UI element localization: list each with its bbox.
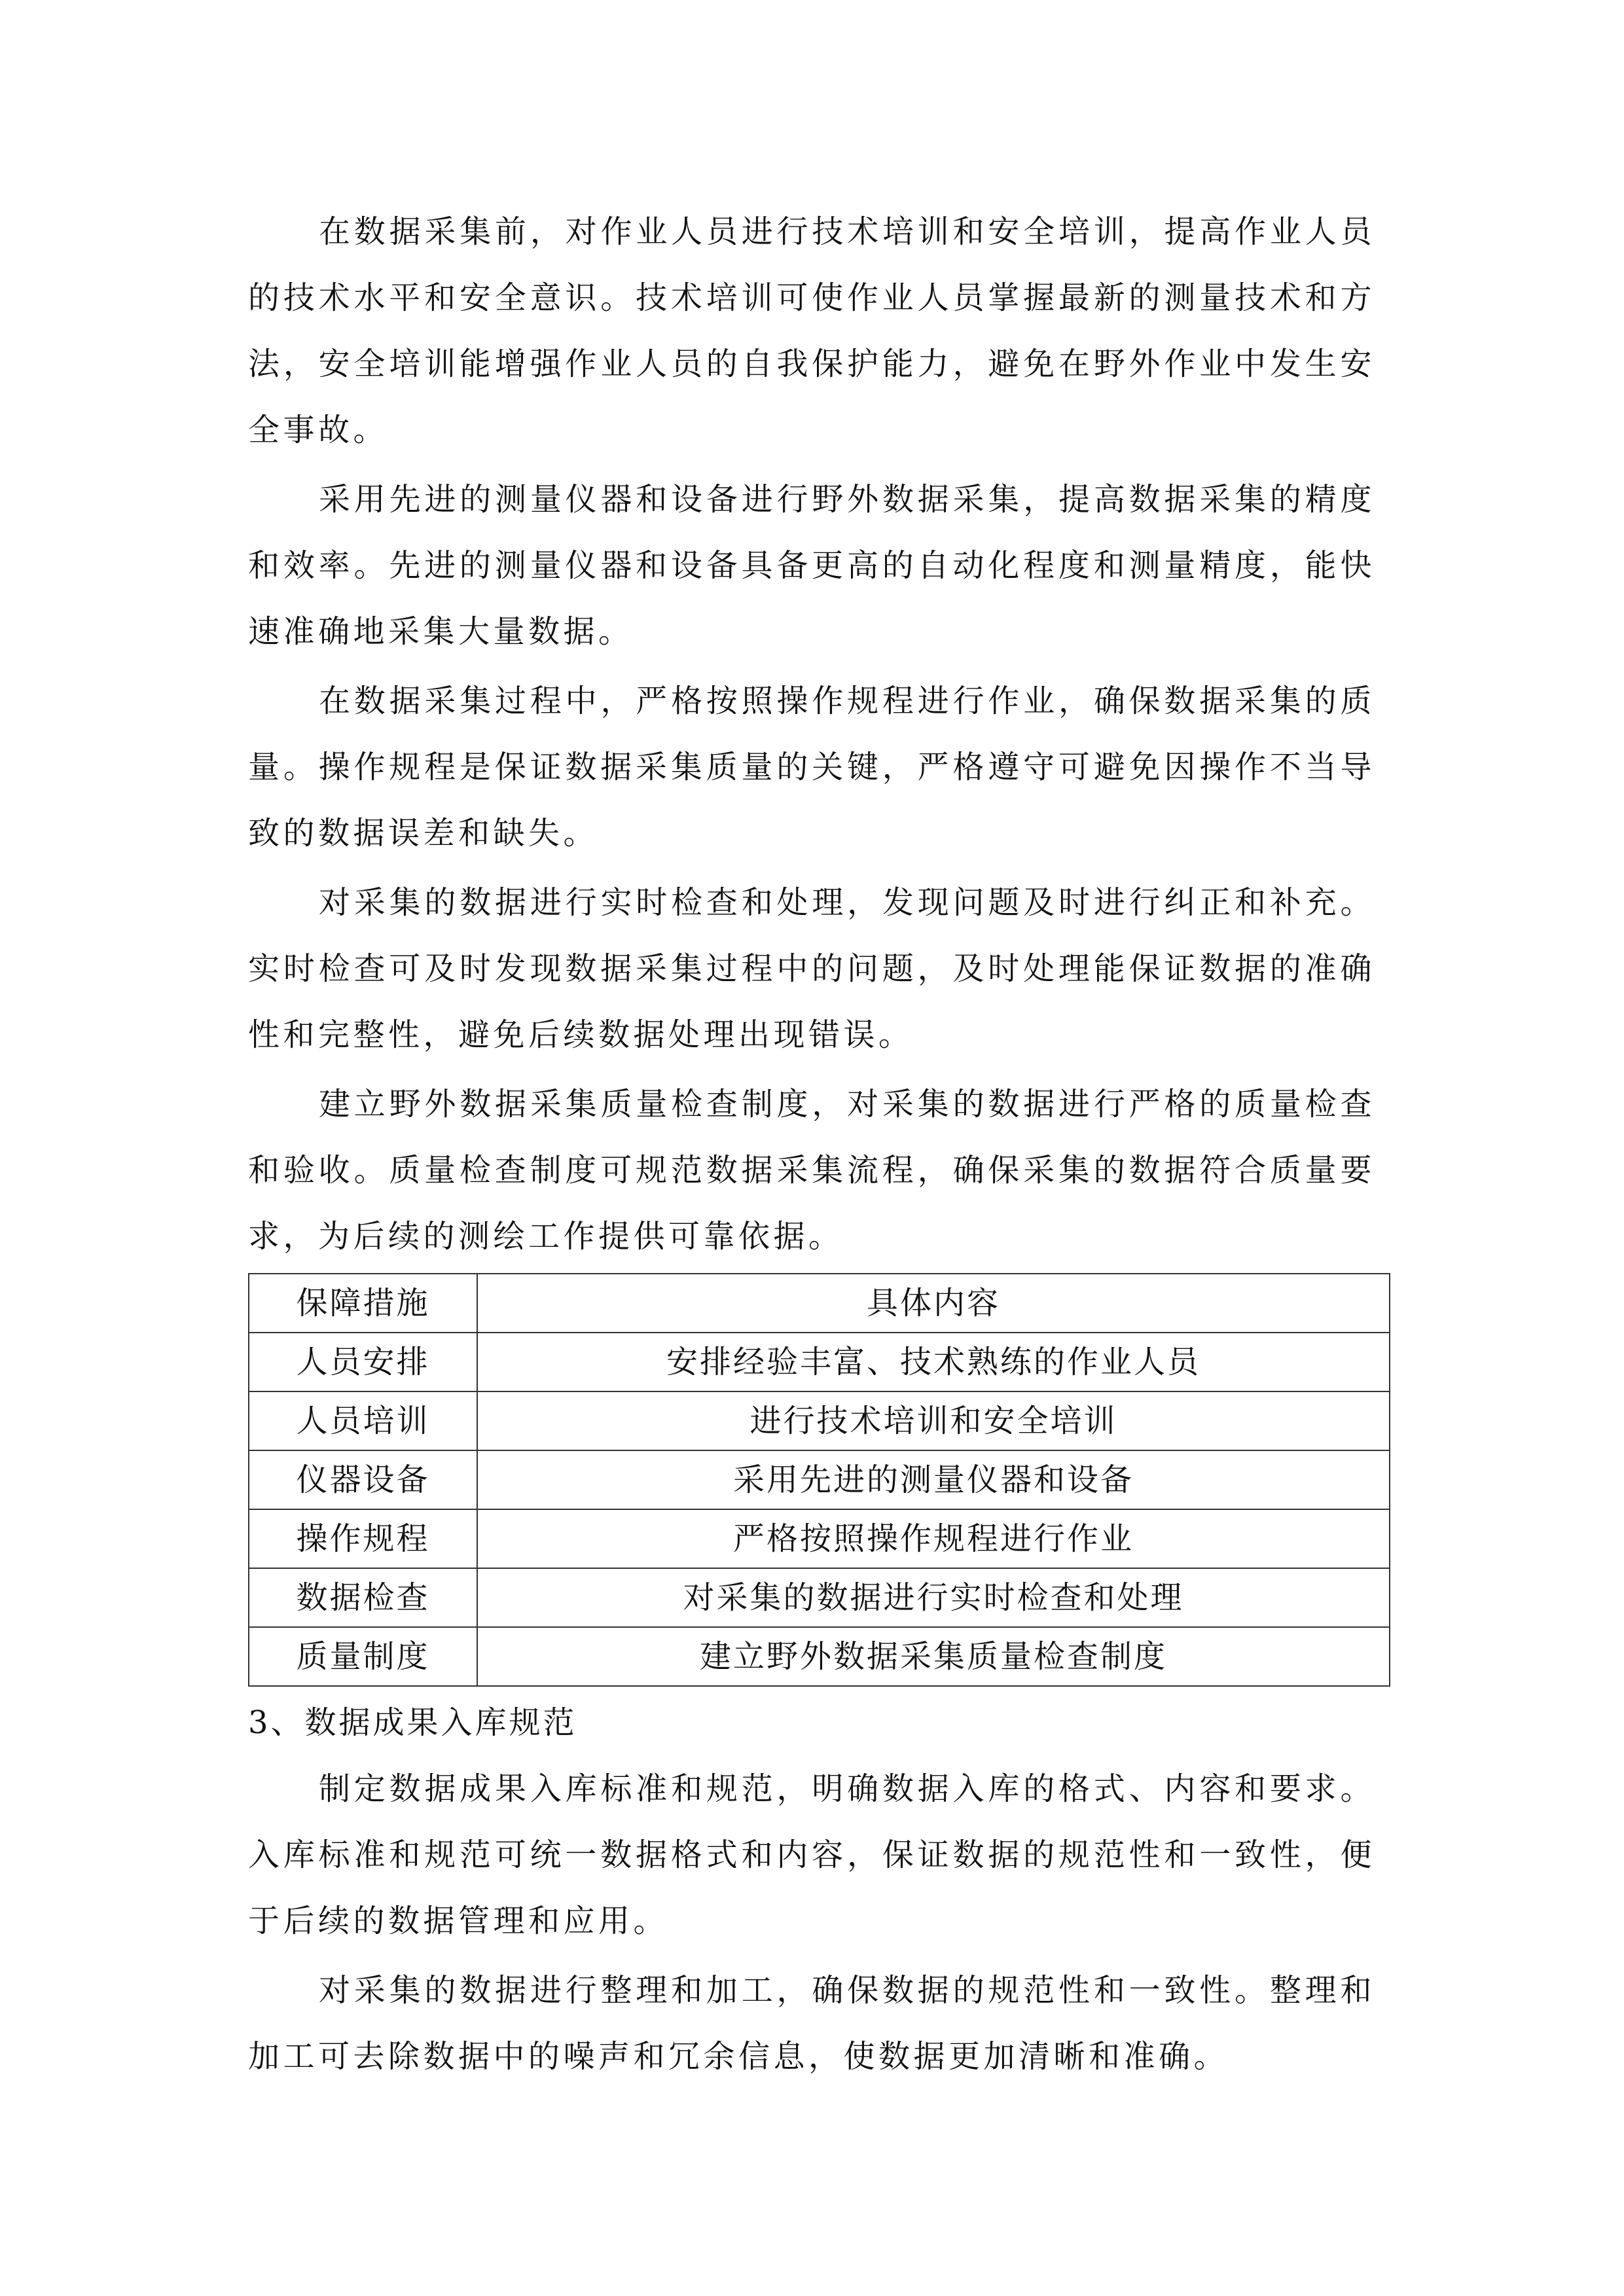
table-row [249, 1391, 1390, 1450]
section-heading: 3、数据成果入库规范 [248, 1704, 577, 1741]
cell-measure: 数据检查 [249, 1568, 477, 1627]
paragraph-checking: 对采集的数据进行实时检查和处理，发现问题及时进行纠正和补充。实时检查可及时发现数据采集过程中的问题，及时处理能保证数据的准确性和完整性，避免后续数据处理出现错误。 [248, 884, 1375, 1053]
measures-table [248, 1273, 1390, 1687]
cell-content: 对采集的数据进行实时检查和处理 [477, 1568, 1390, 1627]
paragraph-storage-standard: 制定数据成果入库标准和规范，明确数据入库的格式、内容和要求。入库标准和规范可统一数据格式和内容，保证数据的规范性和一致性，便于后续的数据管理和应用。 [248, 1770, 1375, 1939]
cell-content: 严格按照操作规程进行作业 [477, 1509, 1390, 1568]
cell-measure: 人员安排 [249, 1333, 477, 1391]
table-row [249, 1333, 1390, 1391]
table-row [249, 1627, 1390, 1686]
paragraph-quality-system: 建立野外数据采集质量检查制度，对采集的数据进行严格的质量检查和验收。质量检查制度可规范数据采集流程，确保采集的数据符合质量要求，为后续的测绘工作提供可靠依据。 [248, 1086, 1375, 1255]
cell-measure: 操作规程 [249, 1509, 477, 1568]
cell-measure: 仪器设备 [249, 1450, 477, 1509]
header-measure: 保障措施 [249, 1274, 477, 1333]
table-row [249, 1568, 1390, 1627]
table-header-row [249, 1274, 1390, 1333]
cell-measure: 人员培训 [249, 1391, 477, 1450]
document-body [248, 199, 1390, 2093]
paragraph-training: 在数据采集前，对作业人员进行技术培训和安全培训，提高作业人员的技术水平和安全意识。技术培训可使作业人员掌握最新的测量技术和方法，安全培训能增强作业人员的自我保护能力，避免在野外作业中发生安全事故。 [248, 213, 1375, 448]
header-content: 具体内容 [477, 1274, 1390, 1333]
paragraph-equipment: 采用先进的测量仪器和设备进行野外数据采集，提高数据采集的精度和效率。先进的测量仪器和设备具备更高的自动化程度和测量精度，能快速准确地采集大量数据。 [248, 481, 1375, 650]
cell-content: 采用先进的测量仪器和设备 [477, 1450, 1390, 1509]
paragraph-procedure: 在数据采集过程中，严格按照操作规程进行作业，确保数据采集的质量。操作规程是保证数据采集质量的关键，严格遵守可避免因操作不当导致的数据误差和缺失。 [248, 683, 1375, 852]
cell-measure: 质量制度 [249, 1627, 477, 1686]
cell-content: 进行技术培训和安全培训 [477, 1391, 1390, 1450]
cell-content: 安排经验丰富、技术熟练的作业人员 [477, 1333, 1390, 1391]
cell-content: 建立野外数据采集质量检查制度 [477, 1627, 1390, 1686]
table-row [249, 1509, 1390, 1568]
table-row [249, 1450, 1390, 1509]
paragraph-data-processing: 对采集的数据进行整理和加工，确保数据的规范性和一致性。整理和加工可去除数据中的噪声和冗余信息，使数据更加清晰和准确。 [248, 1972, 1375, 2075]
